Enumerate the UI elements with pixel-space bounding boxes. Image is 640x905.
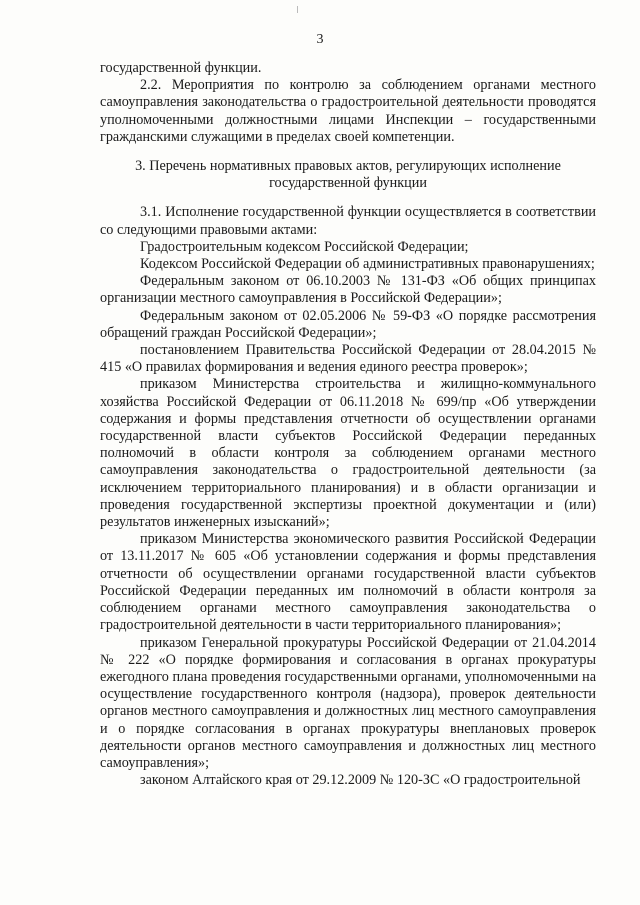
list-item-urban-planning-code: Градостроительным кодексом Российской Федерации; (140, 238, 469, 255)
page-number: 3 (316, 32, 324, 47)
list-item-resolution-415: постановлением Правительства Российской Федерации от 28.04.2015 № 415 «О правилах формирования и ведения единого реестра проверок»; (100, 342, 596, 376)
list-item-law-131-fz: Федеральным законом от 06.10.2003 № 131-ФЗ «Об общих принципах организации местного самоуправления в Российской Федерации»; (100, 273, 596, 307)
list-item-order-605: приказом Министерства экономического развития Российской Федерации от 13.11.2017 № 605 «Об установлении содержания и формы представления отчетности об осуществлении органами государственной власти субъектов Российской Федерации переданных им полномочий в области контроля за соблюдением органами местного самоуправления законодательства о градостроительной деятельности в части территориального планирования»; (100, 531, 596, 634)
document-body (100, 60, 596, 789)
list-item-law-59-fz: Федеральным законом от 02.05.2006 № 59-ФЗ «О порядке рассмотрения обращений граждан Российской Федерации»; (100, 307, 596, 341)
list-item-order-222: приказом Генеральной прокуратуры Российской Федерации от 21.04.2014 № 222 «О порядке формирования и согласования в органах прокуратуры ежегодного плана проведения государственными органами, уполномоченными на осуществление государственного контроля (надзора), проверок деятельности органов местного самоуправления и должностных лиц местного самоуправления и о порядке согласования в органах прокуратуры внеплановых проверок деятельности органов местного самоуправления и должностных лиц местного самоуправления»; (100, 634, 596, 771)
paragraph-continuation: государственной функции. (100, 60, 262, 76)
scan-mark (297, 6, 298, 13)
paragraph-3-1: 3.1. Исполнение государственной функции осуществляется в соответствии со следующими правовыми актами: (100, 204, 596, 238)
list-item-order-699: приказом Министерства строительства и жилищно-коммунального хозяйства Российской Федерации от 06.11.2018 № 699/пр «Об утверждении содержания и формы представления отчетности об осуществлении органами государственной власти субъектов Российской Федерации переданных полномочий в области контроля за соблюдением органами местного самоуправления законодательства о градостроительной деятельности (за исключением территориального планирования) и в области организации и проведения государственной экспертизы проектной документации и (или) результатов инженерных изысканий»; (100, 376, 596, 531)
list-item-admin-offences-code: Кодексом Российской Федерации об административных правонарушениях; (140, 256, 595, 273)
list-item-law-120-zs: законом Алтайского края от 29.12.2009 № 120-ЗС «О градостроительной (140, 772, 581, 789)
section-3-heading: 3. Перечень нормативных правовых актов, регулирующих исполнение государственной функции (135, 158, 561, 192)
paragraph-2-2: 2.2. Мероприятия по контролю за соблюдением органами местного самоуправления законодательства о градостроительной деятельности проводятся уполномоченными должностными лицами Инспекции – государственными гражданскими служащими в пределах своей компетенции. (100, 77, 596, 145)
